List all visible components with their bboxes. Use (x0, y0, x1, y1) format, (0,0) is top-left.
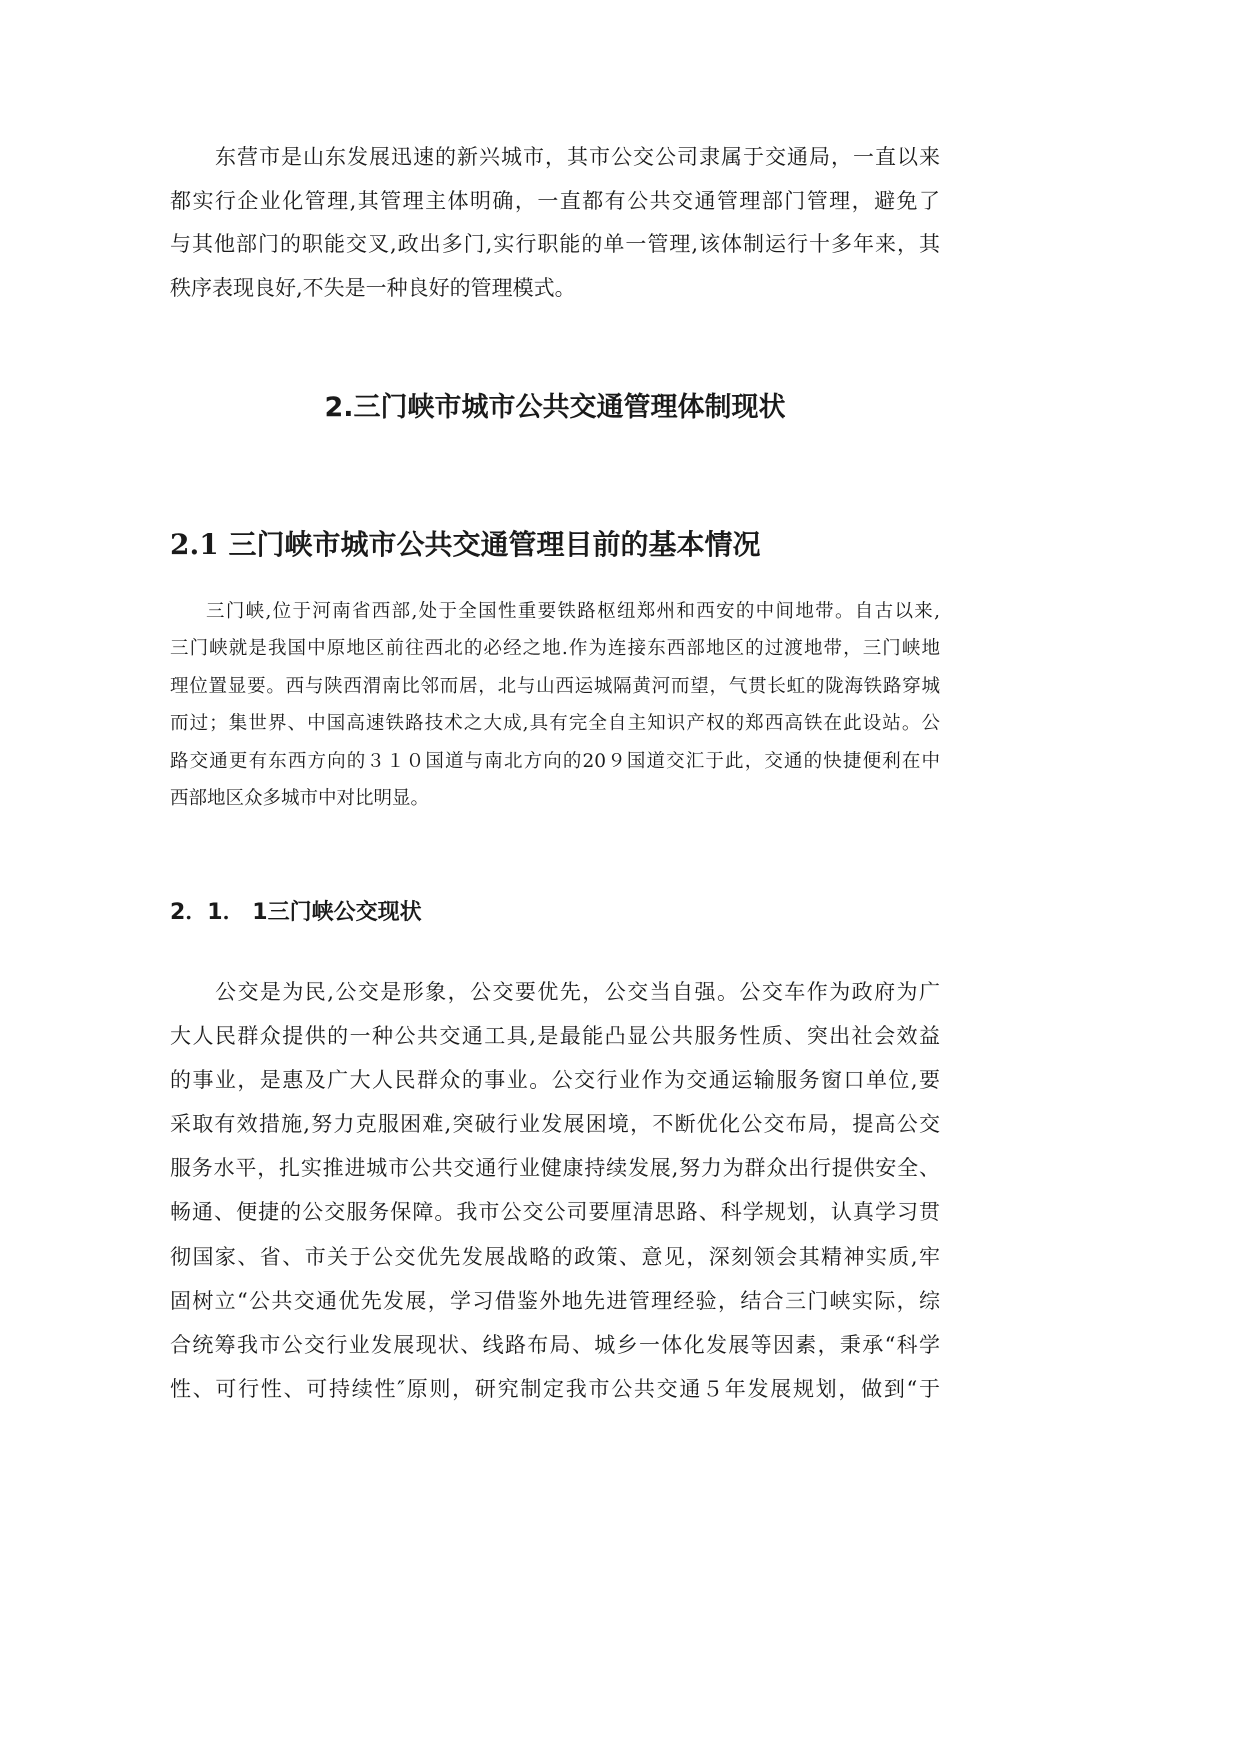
subsubsection-heading: 2．1． 1三门峡公交现状 (170, 900, 422, 925)
paragraph-line: 秩序表现良好,不失是一种良好的管理模式。 (170, 275, 576, 300)
paragraph-line: 三门峡就是我国中原地区前往西北的必经之地.作为连接东西部地区的过渡地带，三门峡地 (170, 638, 940, 660)
paragraph-line: 与其他部门的职能交叉,政出多门,实行职能的单一管理,该体制运行十多年来，其 (170, 232, 940, 256)
paragraph-line: 大人民群众提供的一种公共交通工具,是最能凸显公共服务性质、突出社会效益 (170, 1024, 940, 1049)
subsection-paragraph (170, 593, 940, 817)
paragraph-line: 固树立“公共交通优先发展，学习借鉴外地先进管理经验，结合三门峡实际，综 (170, 1288, 940, 1313)
paragraph-line: 路交通更有东西方向的３１０国道与南北方向的20９国道交汇于此，交通的快捷便利在中 (170, 750, 940, 772)
paragraph-line: 理位置显要。西与陕西渭南比邻而居，北与山西运城隔黄河而望，气贯长虹的陇海铁路穿城 (170, 675, 940, 697)
paragraph-line: 公交是为民,公交是形象，公交要优先，公交当自强。公交车作为政府为广 (215, 980, 940, 1004)
paragraph-line: 而过；集世界、中国高速铁路技术之大成,具有完全自主知识产权的郑西高铁在此设站。公 (170, 713, 940, 735)
paragraph-line: 东营市是山东发展迅速的新兴城市，其市公交公司隶属于交通局，一直以来 (215, 145, 940, 169)
paragraph-line: 西部地区众多城市中对比明显。 (170, 788, 430, 810)
paragraph-line: 畅通、便捷的公交服务保障。我市公交公司要厘清思路、科学规划，认真学习贯 (170, 1200, 940, 1225)
paragraph-line: 采取有效措施,努力克服困难,突破行业发展困境，不断优化公交布局，提高公交 (170, 1112, 940, 1137)
subsection-heading: 2.1 三门峡市城市公共交通管理目前的基本情况 (170, 528, 761, 561)
paragraph-line: 都实行企业化管理,其管理主体明确，一直都有公共交通管理部门管理，避免了 (170, 188, 940, 213)
section-heading: 2.三门峡市城市公共交通管理体制现状 (324, 392, 786, 423)
paragraph-line: 性、可行性、可持续性″原则，研究制定我市公共交通５年发展规划，做到“于 (170, 1376, 940, 1401)
subsubsection-paragraph (170, 970, 940, 1411)
paragraph-line: 合统筹我市公交行业发展现状、线路布局、城乡一体化发展等因素，秉承“科学 (170, 1332, 940, 1357)
paragraph-line: 三门峡,位于河南省西部,处于全国性重要铁路枢纽郑州和西安的中间地带。自古以来, (206, 601, 940, 622)
paragraph-line: 彻国家、省、市关于公交优先发展战略的政策、意见，深刻领会其精神实质,牢 (170, 1244, 940, 1269)
paragraph-line: 服务水平，扎实推进城市公共交通行业健康持续发展,努力为群众出行提供安全、 (170, 1156, 940, 1181)
intro-paragraph (170, 136, 940, 310)
paragraph-line: 的事业，是惠及广大人民群众的事业。公交行业作为交通运输服务窗口单位,要 (170, 1068, 940, 1093)
